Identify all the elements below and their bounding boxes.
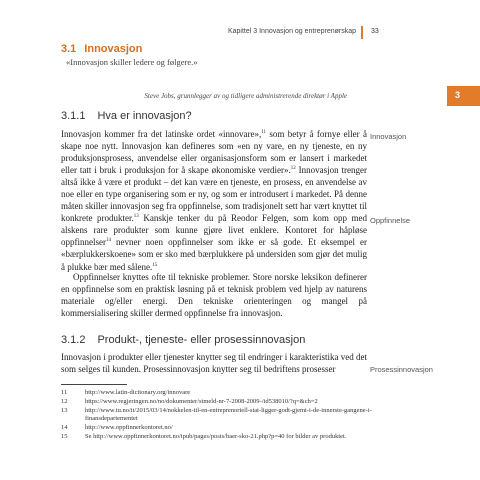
section-title	[61, 43, 142, 55]
body-paragraph: Oppfinnelser knyttes ofte til tekniske problemer. Store norske leksikon definerer en oppfinnelse som en praktisk løsning på et teknisk problem ved hjelp av naturens materiale og/eller energi. Den tekniske orienteringen og mangel på kommersialisering skiller dermed oppfinnelse fra innovasjon.	[61, 272, 367, 319]
footnote-number: 11	[61, 389, 68, 396]
footnote-item	[61, 389, 391, 398]
section-number: 3.1	[61, 43, 77, 55]
footnote-ref: 13	[133, 214, 139, 220]
subsection-number: 3.1.2	[61, 334, 86, 346]
footnote-ref: 14	[106, 238, 111, 244]
header-divider	[361, 26, 363, 39]
text-run: nevner noen oppfinnelser som ikke er så gode. Et eksempel er «bærplukkerskoene» som er sko med bærplukkere på undersiden som gjør det mulig å plukke bær med sålene.	[61, 237, 367, 272]
subsection-number: 3.1.1	[61, 110, 86, 122]
footnote-text: http://www.oppfinnerkontoret.no/	[85, 423, 173, 431]
subsection-heading	[61, 334, 305, 346]
section-title-text: Innovasjon	[84, 43, 143, 55]
footnote-text: https://www.regjeringen.no/no/dokumenter/stmeld-nr-7-2008-2009-/id538010/?q=&ch=2	[85, 397, 318, 405]
running-header	[0, 26, 480, 40]
text-run: Innovasjon kommer fra det latinske ordet «innovare»,	[61, 129, 262, 139]
footnote-number: 12	[61, 397, 68, 405]
margin-note-innovasjon: Innovasjon	[370, 132, 407, 141]
chapter-tab	[447, 86, 480, 106]
text-run: Innovasjon trenger altså ikke å være et produkt – det kan være en tjeneste, en prosess, en anvendelse av noe eller en type organisering som er ny, og som er introdusert i markedet. På denne måten skiller innovasjon seg fra oppfinnelse, som tradisjonelt sett har vært knyttet til konkrete produkter.	[61, 165, 367, 224]
text-run: Kanskje tenker du på Reodor Felgen, som kom opp med alskens rare produkter som kunne gjøre livet enklere. Kontoret for håpløse oppfinnelser	[61, 213, 367, 248]
footnote-item	[61, 407, 391, 424]
footnote-number: 14	[61, 423, 68, 431]
footnote-list	[61, 389, 391, 442]
footnote-number: 15	[61, 432, 68, 440]
footnote-text: http://www.latin-dictionary.org/innovare	[85, 389, 191, 396]
footnote-ref: 12	[290, 166, 296, 172]
subsection-heading	[61, 110, 192, 122]
footnote-ref: 15	[152, 262, 158, 268]
text-run: som betyr å fornye eller å skape noe nytt. Innovasjon kan defineres som «en ny vare, en ny tjeneste, en ny produksjonsprosess, anvendelse eller organisasjonsform som er lansert i markedet eller tatt i bruk i produksjon for å skape økonomiske verdier».	[61, 129, 367, 176]
footnote-text: http://www.tu.no/it/2015/03/14/nokkelen-til-en-entreprenoriell-stat-ligger-godt-gjemt-i-de-innerste-gangene-i-finansdepartementet	[85, 406, 372, 423]
footnote-ref: 11	[261, 130, 267, 135]
body-paragraph	[61, 128, 367, 273]
epigraph-author: Steve Jobs, grunnlegger av og tidligere administrerende direktør i Apple	[144, 92, 347, 100]
body-paragraph: Innovasjon i produkter eller tjenester knytter seg til endringer i karakteristika ved det som selges til kunden. Prosessinnovasjon knytter seg til bedriftens prosesser	[61, 352, 367, 375]
footnote-item	[61, 398, 391, 407]
margin-note-prosessinnovasjon: Prosessinnovasjon	[370, 365, 433, 374]
subsection-title: Produkt-, tjeneste- eller prosessinnovasjon	[97, 334, 306, 346]
footnote-divider	[61, 384, 127, 385]
footnote-number: 13	[61, 406, 68, 414]
footnote-text: Se http://www.oppfinnerkontoret.no/ipub/pages/posts/baer-sko-21.php?p=40 for bilder av produktet.	[85, 432, 347, 440]
subsection-title: Hva er innovasjon?	[97, 110, 192, 122]
footnote-item	[61, 424, 391, 433]
chapter-tab-label: 3	[455, 90, 461, 100]
epigraph-quote: «Innovasjon skiller ledere og følgere.»	[66, 57, 198, 67]
page-number: 33	[371, 28, 379, 35]
footnote-item	[61, 433, 391, 442]
running-head-text: Kapittel 3 Innovasjon og entreprenørskap	[227, 28, 356, 35]
margin-note-oppfinnelse: Oppfinnelse	[370, 216, 411, 225]
